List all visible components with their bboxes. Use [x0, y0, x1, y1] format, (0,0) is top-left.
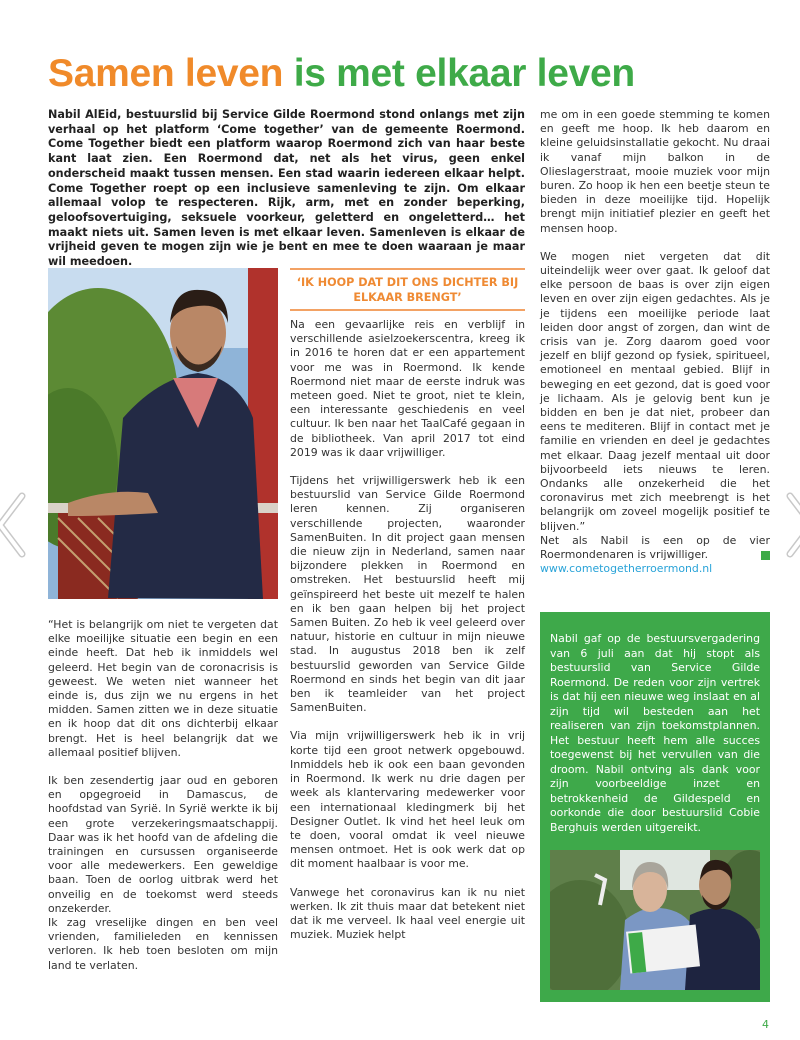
paragraph: We mogen niet vergeten dat dit uiteindelijk weer over gaat. Ik geloof dat elke persoon de baas is over zijn eigen leven en over zijn eigen gedachtes. Als je je tijdens een moeilijke periode laat leiden door angst of zorgen, dan wint de crisis van je. Zorg daarom goed voor jezelf en blijf gezond op fysiek, spiritueel, emotioneel en mentaal gebied. Blijf in beweging en eet gezond, dat is goed voor je lichaam. Als je gelovig bent kun je bidden en ben je dat niet, probeer dan eens te mediteren. Blijf in contact met je familie en vrienden en deel je gedachtes met elkaar. Daag jezelf mentaal uit door bijvoorbeeld iets nieuws te leren. Ondanks alle onzekerheid die het coronavirus met zich meebrengt is het belangrijk om zoveel mogelijk positief te blijven.”: [540, 249, 770, 533]
paragraph-text: Net als Nabil is een op de vier Roermondenaren is vrijwilliger.: [540, 533, 770, 562]
paragraph: “Het is belangrijk om niet te vergeten dat elke moeilijke situatie een begin en een einde heeft. Dat heb ik inmiddels wel geleerd. Het begin van de coronacrisis is geweest. We weten niet wanneer het einde is, dus zijn we nu ergens in het midden. Samen zitten we in deze situatie en ik hoop dat dit ons dichterbij elkaar brengt. Het is heel belangrijk dat we allemaal positief blijven.: [48, 618, 278, 759]
title-part-orange: Samen leven: [48, 52, 284, 95]
info-box-text: Nabil gaf op de bestuursvergadering van 6 juli aan dat hij stopt als bestuurslid van Service Gilde Roermond. De reden voor zijn vertrek is dat hij een nieuwe weg inslaat en al zijn tijd wil besteden aan het realiseren van zijn toekomstplannen. Het bestuur heeft hem alle succes toegewenst bij het vervullen van die droom. Nabil ontving als dank voor zijn voorbeeldige inzet en betrokkenheid de Gildespeld en oorkonde die door bestuurslid Cobie Berghuis werden uitgereikt.: [550, 632, 760, 834]
page-number: 4: [762, 1018, 769, 1031]
paragraph: Tijdens het vrijwilligerswerk heb ik een bestuurslid van Service Gilde Roermond leren kennen. Zij organiseren verschillende projecten, waaronder SamenBuiten. In dit project gaan mensen die nieuw zijn in Nederland, samen naar bijzondere plekken in Roermond en omstreken. Het bestuurslid heeft mij geïnspireerd het beste uit mezelf te halen en ik ben gaan helpen bij het project Samen Buiten. Zo heb ik veel geleerd over natuur, historie en cultuur in mijn nieuwe stad. In augustus 2018 ben ik zelf bestuurslid geworden van Service Gilde Roermond en sinds het begin van dit jaar ben ik teamleider van het project SamenBuiten.: [290, 474, 525, 715]
column-1: [48, 618, 278, 987]
paragraph: Na een gevaarlijke reis en verblijf in verschillende asielzoekerscentra, kreeg ik in 2016 te horen dat er een appartement voor me was in Roermond. Ik kende Roermond niet maar de eerste indruk was meteen goed. Niet te groot, niet te klein, een interessante geschiedenis en veel cultuur. Ik ben naar het TaalCafé gegaan in de bibliotheek. Van april 2017 tot eind 2019 was ik daar vrijwilliger.: [290, 318, 525, 459]
previous-page-button[interactable]: [0, 490, 30, 560]
paragraph: Ik ben zesendertig jaar oud en geboren en opgegroeid in Damascus, de hoofdstad van Syrië. In Syrië werkte ik bij een grote verzekeringsmaatschappij. Daar was ik het hoofd van de afdeling die trainingen en cursussen organiseerde voor alle medewerkers. Een geweldige baan. Toen de oorlog uitbrak werd het onveilig en de toekomst werd steeds onzekerder.: [48, 774, 278, 915]
column-2: [290, 318, 525, 956]
column-3: [540, 108, 770, 577]
closing-paragraph: [540, 534, 770, 562]
paragraph: Vanwege het coronavirus kan ik nu niet werken. Ik zit thuis maar dat betekent niet dat ik me verveel. Ik haal veel energie uit muziek. Muziek helpt: [290, 885, 525, 942]
pull-quote-heading: ‘IK HOOP DAT DIT ONS DICHTER BIJ ELKAAR BRENGT’: [290, 268, 525, 311]
paragraph: me om in een goede stemming te komen en geeft me hoop. Ik heb daarom en kleine geluidsinstallatie gekocht. Nu draai ik vanaf mijn balkon in de Olieslagerstraat, mooie muziek voor mijn buren. Zo hoop ik hen een beetje steun te bieden in deze moeilijke tijd. Hopelijk brengt mijn initiatief plezier en geeft het mensen hoop.: [540, 108, 770, 235]
website-link[interactable]: www.cometogetherroermond.nl: [540, 562, 713, 576]
paragraph: Ik zag vreselijke dingen en ben veel vrienden, familieleden en kennissen verloren. Ik heb toen besloten om mijn land te verlaten.: [48, 916, 278, 972]
next-page-button[interactable]: [784, 490, 800, 560]
end-mark-icon: [761, 551, 770, 560]
chevron-right-icon: [784, 490, 800, 560]
intro-paragraph: Nabil AlEid, bestuurslid bij Service Gilde Roermond stond onlangs met zijn verhaal op het platform ‘Come together’ van de gemeente Roermond. Come Together biedt een platform waarop Roermond zich van haar beste kant laat zien. Een Roermond dat, net als het virus, geen enkel onderscheid maakt tussen mensen. Een stad waarin iedereen elkaar helpt. Come Together roept op een inclusieve samenleving te zijn. Om elkaar allemaal volop te respecteren. Rijk, arm, met en zonder beperking, geloofsovertuiging, seksuele voorkeur, geletterd en ongeletterd… het maakt niets uit. Samen leven is met elkaar leven. Samenleven is elkaar de vrijheid geven te mogen zijn wie je bent en mee te doen waaraan je maar wil meedoen.: [48, 108, 525, 269]
portrait-photo: [48, 268, 278, 599]
paragraph: Via mijn vrijwilligerswerk heb ik in vrij korte tijd een groot netwerk opgebouwd. Inmiddels heb ik ook een baan gevonden in Roermond. Ik werk nu drie dagen per week als klantervaring medewerker voor een internationaal kledingmerk bij het Designer Outlet. Ik vind het heel leuk om te doen, vooral omdat ik veel nieuwe mensen ontmoet. Het is ook werk dat op dit moment haalbaar is voor me.: [290, 729, 525, 871]
article-title: [48, 52, 635, 96]
title-part-green: is met elkaar leven: [293, 52, 635, 95]
award-photo: [550, 850, 760, 990]
chevron-left-icon: [0, 490, 30, 560]
info-box: [540, 612, 770, 1002]
